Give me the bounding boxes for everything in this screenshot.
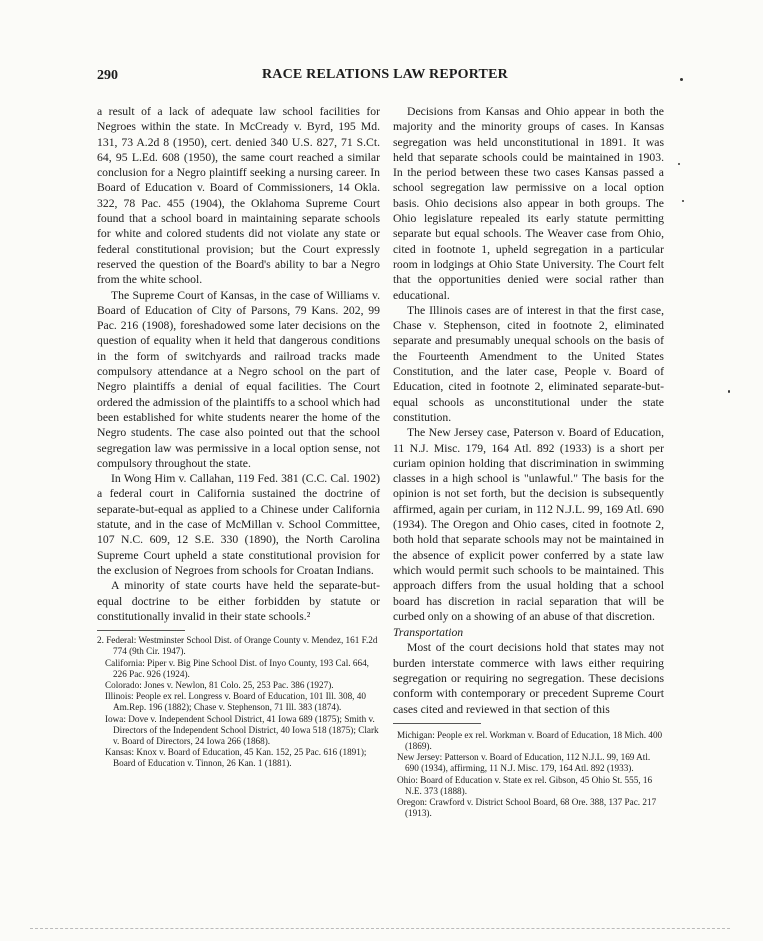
footnote-block [97,635,380,769]
paragraph: Most of the court decisions hold that states may not burden interstate commerce with laws either requiring segregation or requiring no segregation. These decisions conform with contemporary or precedent Supreme Court cases cited and reviewed in that section of this [393,641,664,716]
page-number: 290 [97,68,118,83]
scan-speck [682,200,684,202]
paragraph: In Wong Him v. Callahan, 119 Fed. 381 (C.C. Cal. 1902) a federal court in California sustained the doctrine of separate-but-equal as applied to a Chinese under California statute, and in the case of McMillan v. School Committee, 107 N.C. 609, 12 S.E. 330 (1890), the North Carolina Supreme Court upheld a state constitutional provision for the exclusion of Negroes from schools for Croatan Indians. [97,472,380,577]
footnote-entry: Iowa: Dove v. Independent School District, 41 Iowa 689 (1875); Smith v. Directors of the Independent School District, 40 Iowa 518 (1875); Clark v. Board of Directors, 24 Iowa 266 (1868). [105,713,379,746]
footnote-entry: Michigan: People ex rel. Workman v. Board of Education, 18 Mich. 400 (1869). [397,729,663,752]
scan-speck [680,78,683,81]
running-head: RACE RELATIONS LAW REPORTER [262,67,508,82]
footnote-divider [97,630,185,631]
footnote-entry: California: Piper v. Big Pine School Dist. of Inyo County, 193 Cal. 664, 226 Pac. 926 (1924). [105,657,369,679]
footnote-entry: Ohio: Board of Education v. State ex rel. Gibson, 45 Ohio St. 555, 16 N.E. 373 (1888). [397,774,653,796]
footnote-entry: 2. Federal: Westminster School Dist. of Orange County v. Mendez, 161 F.2d 774 (9th Cir. 1947). [97,635,378,657]
section-heading: Transportation [393,626,464,640]
scan-edge-line [30,928,730,929]
footnote-divider [393,723,481,724]
footnote-entry: Colorado: Jones v. Newlon, 81 Colo. 25, 253 Pac. 386 (1927). [105,679,334,690]
footnote-block [393,730,664,820]
footnote-entry: Kansas: Knox v. Board of Education, 45 Kan. 152, 25 Pac. 616 (1891); Board of Education v. Tinnon, 26 Kan. 1 (1881). [105,747,367,769]
left-column [97,104,380,770]
scan-speck [728,390,730,393]
paragraph: A minority of state courts have held the separate-but-equal doctrine to be either forbidden by statute or constitutionally invalid in their state schools.² [97,579,380,623]
scan-speck [678,163,680,165]
paragraph: Decisions from Kansas and Ohio appear in both the majority and the minority groups of cases. In Kansas segregation was held unconstitutional in 1891. It was held that separate schools could be maintained in 1903. In the period between these two cases Kansas passed a school segregation law permissive on a local option basis. Ohio decisions also appear in both groups. The Ohio legislature repealed its early statute permitting separate but equal schools. The Weaver case from Ohio, cited in footnote 1, upheld segregation in a particular room in lodgings at Ohio State University. The Court felt that the opportunities denied were social rather than educational. [393,105,664,302]
paragraph: a result of a lack of adequate law school facilities for Negroes within the state. In McCready v. Byrd, 195 Md. 131, 73 A.2d 8 (1950), cert. denied 340 U.S. 827, 71 S.Ct. 64, 95 L.Ed. 608 (1950), the same court reached a similar conclusion for a Negro plaintiff seeking a nursing career. In Board of Education v. Board of Commissioners, 14 Okla. 322, 78 Pac. 455 (1904), the Oklahoma Supreme Court found that a school board in maintaining separate schools for white and colored students did not violate any state or federal constitutional provision; but the Court expressly reserved the question of the Board's ability to bar a Negro from the white school. [97,105,380,287]
paragraph: The Illinois cases are of interest in that the first case, Chase v. Stephenson, cited in footnote 2, eliminated separate and presumably unequal schools on the basis of the Fourteenth Amendment to the United States Constitution, and the later case, People v. Board of Education, cited in footnote 2, eliminated separate-but-equal schools as unconstitutional under the state constitution. [393,303,664,424]
right-column [393,104,664,820]
paragraph: The Supreme Court of Kansas, in the case of Williams v. Board of Education of City of Parsons, 79 Kans. 202, 99 Pac. 216 (1908), foreshadowed some later decisions on the question of equality when it held that dangerous conditions in the form of switchyards and railroad tracks made compulsory attendance at a Negro school on the part of Negro plaintiffs a denial of equal facilities. The Court ordered the admission of the plaintiffs to a school which had been established for white students nearer the home of the Negro students. The case also pointed out that the school segregation law was permissive in a local option sense, not compulsory throughout the state. [97,288,380,470]
footnote-entry: New Jersey: Patterson v. Board of Education, 112 N.J.L. 99, 169 Atl. 690 (1934), affirming, 11 N.J. Misc. 179, 164 Atl. 892 (1933). [397,752,651,774]
footnote-entry: Illinois: People ex rel. Longress v. Board of Education, 101 Ill. 308, 40 Am.Rep. 196 (1882); Chase v. Stephenson, 71 Ill. 383 (1874). [105,691,366,713]
footnote-entry: Oregon: Crawford v. District School Board, 68 Ore. 388, 137 Pac. 217 (1913). [397,797,657,819]
paragraph: The New Jersey case, Paterson v. Board of Education, 11 N.J. Misc. 179, 164 Atl. 892 (1933) is a short per curiam opinion holding that discrimination in swimming classes in a high school is "unlawful." The basis for the opinion is not set forth, but the decision is subsequently affirmed, again per curiam, in 112 N.J.L. 99, 169 Atl. 690 (1934). The Oregon and Ohio cases, cited in footnote 2, both hold that separate schools may not be maintained in the absence of explicit power conferred by a state law which would permit such schools to be maintained. This approach differs from the usual holding that a school board has discretion in racial separation that will be curbed only on a showing of an abuse of that discretion. [393,426,664,623]
